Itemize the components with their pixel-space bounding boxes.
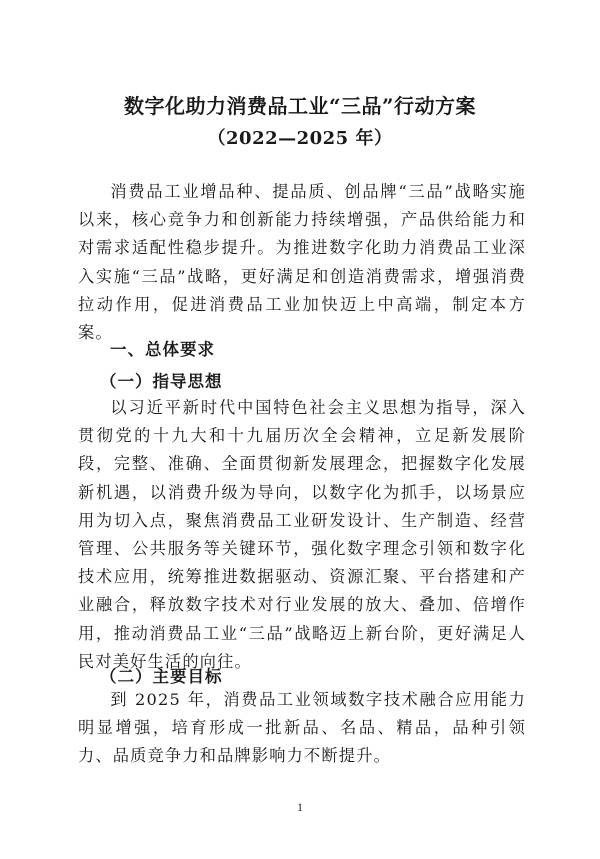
intro-paragraph: 消费品工业增品种、提品质、创品牌“三品”战略实施以来，核心竞争力和创新能力持续增强，产品供给能力和对需求适配性稳步提升。为推进数字化助力消费品工业深入实施“三品”战略，更好满足和创造消费需求，增强消费拉动作用，促进消费品工业加快迈上中高端，制定本方案。 bbox=[78, 182, 526, 343]
document-title: 数字化助力消费品工业“三品”行动方案 bbox=[123, 94, 476, 118]
guiding-thought-paragraph: 以习近平新时代中国特色社会主义思想为指导，深入贯彻党的十九大和十九届历次全会精神，立足新发展阶段，完整、准确、全面贯彻新发展理念，把握数字化发展新机遇，以消费升级为导向，以数字化为抓手，以场景应用为切入点，聚焦消费品工业研发设计、生产制造、经营管理、公共服务等关键环节，强化数字理念引领和数字化技术应用，统筹推进数据驱动、资源汇聚、平台搭建和产业融合，释放数字技术对行业发展的放大、叠加、倍增作用，推动消费品工业“三品”战略迈上新台阶，更好满足人民对美好生活的向往。 bbox=[78, 398, 526, 671]
subsection-heading-main-goals: （二）主要目标 bbox=[100, 667, 223, 686]
page-number: 1 bbox=[297, 800, 303, 814]
main-goals-paragraph: 到 2025 年，消费品工业领域数字技术融合应用能力明显增强，培育形成一批新品、名品、精品，品种引领力、品质竞争力和品牌影响力不断提升。 bbox=[78, 690, 526, 766]
subsection-heading-guiding-thought: （一）指导思想 bbox=[100, 372, 223, 391]
section-heading-general-requirements: 一、总体要求 bbox=[110, 340, 215, 359]
document-subtitle: （2022—2025 年） bbox=[207, 128, 393, 149]
